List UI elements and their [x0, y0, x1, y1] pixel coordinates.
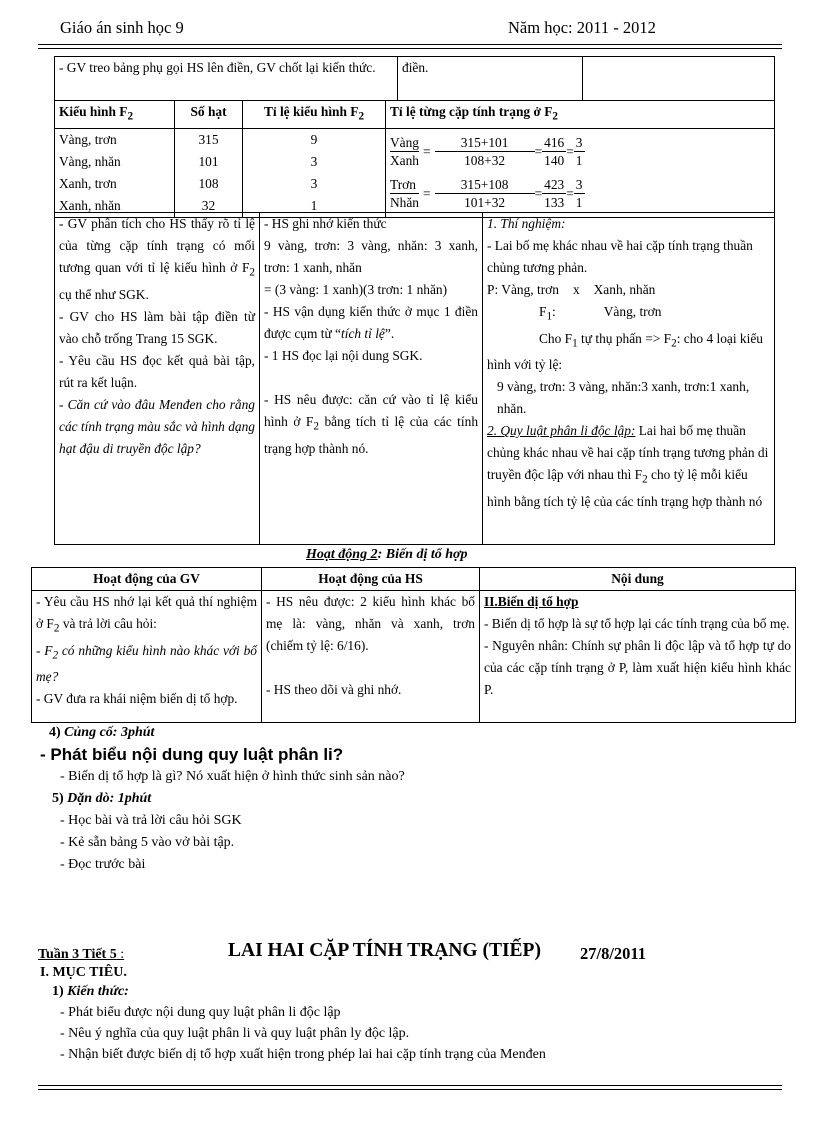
ratio-table-header [55, 101, 775, 129]
table-row: Xanh, trơn [59, 175, 117, 191]
consolidation-question-2: - Biến dị tổ hợp là gì? Nó xuất hiện ở hình thức sinh sản nào? [60, 769, 405, 784]
formula-shape: $\frac{\text{Trơn}}{\text{Nhăn}}$ = $\frac{315+108}{101+32}$ = $\frac{423}{133}$ = $\frac{3}{1}$ [390, 177, 583, 211]
ratio-cells: 9 3 3 1 [243, 128, 386, 217]
homework-heading: 5) Dặn dò: 1phút [52, 791, 152, 806]
activity2-gv: - Yêu cầu HS nhớ lại kết quả thí nghiệm ở $F_2$ và trả lời câu hỏi: - $F_2$ có những kiểu hình nào khác với bố mẹ? - GV đưa ra khái niệm biến dị tổ hợp. [32, 591, 262, 723]
continuation-gv: - GV treo bảng phụ gọi HS lên điền, GV chốt lại kiến thức. [55, 57, 398, 101]
table-row: Xanh, nhăn [59, 197, 121, 213]
lesson-date: 27/8/2011 [580, 944, 647, 963]
footer-rule [38, 1085, 782, 1090]
continuation-row [55, 57, 775, 101]
pair-ratio-formulas [386, 128, 775, 217]
activity2-hs: - HS nêu được: 2 kiểu hình khác bố mẹ là: vàng, nhăn và xanh, trơn (chiếm tỷ lệ: 6/16). - HS theo dõi và ghi nhớ. [262, 591, 480, 723]
header-school-year: Năm học: 2011 - 2012 [508, 18, 656, 37]
lesson-subsection: 1) Kiến thức: [52, 984, 129, 999]
activity1-table [54, 212, 775, 545]
header-rule [38, 44, 782, 49]
list-item: - Kẻ sẵn bảng 5 vào vở bài tập. [60, 835, 235, 850]
table-row: Vàng, trơn [59, 131, 117, 147]
col-seeds: Số hạt [175, 101, 243, 129]
ratio-table-body [55, 128, 775, 217]
activity2-table [31, 567, 796, 723]
activity1-content: 1. Thí nghiệm: - Lai bố mẹ khác nhau về hai cặp tính trạng thuần chủng tương phản. P: Vàng, trơn x Xanh, nhăn $F_1$: Vàng, trơn Cho $F_1$ tự thụ phấn => $F_2$: cho 4 loại kiểu hình với tỷ lệ: 9 vàng, trơn: 3 vàng, nhăn:3 xanh, trơn:1 xanh, nhăn. 2. Quy luật phân li độc lập: Lai hai bố mẹ thuần chủng khác nhau về hai cặp tính trạng tương phản di truyền độc lập với nhau thì $F_2$ cho tỷ lệ mỗi kiểu hình bằng tích tỷ lệ của các tính trạng hợp thành nó [483, 213, 775, 545]
seed-cells: 315 101 108 32 [175, 128, 243, 217]
lesson-section: I. MỤC TIÊU. [40, 965, 127, 980]
activity2-title: Hoạt động 2: Biến dị tổ hợp [306, 547, 468, 562]
list-item: - Đọc trước bài [60, 857, 146, 872]
col-phenotype: Kiểu hình $F_2$ [55, 101, 175, 129]
header-subject: Giáo án sinh học 9 [60, 18, 184, 37]
lesson-week: Tuần 3 Tiết 5 : [38, 947, 125, 962]
consolidation-heading: 4) Củng cố: 3phút [49, 725, 155, 740]
continuation-hs: điền. [398, 57, 583, 101]
lesson-title: LAI HAI CẶP TÍNH TRẠNG (TIẾP) [228, 940, 541, 961]
activity2-content: II.Biến dị tổ hợp - Biến dị tổ hợp là sự tổ hợp lại các tính trạng của bố mẹ. - Nguyên nhân: Chính sự phân li độc lập và tổ hợp tự do của các cặp tính trạng ở P, làm xuất hiện kiểu hình khác P. [480, 591, 796, 723]
activity1-gv: - GV phân tích cho HS thấy rõ tỉ lệ của từng cặp tính trạng có mối tương quan với tỉ lệ kiểu hình ở $F_2$ cụ thể như SGK. - GV cho HS làm bài tập điền từ vào chỗ trống Trang 15 SGK. - Yêu cầu HS đọc kết quả bài tập, rút ra kết luận. - Căn cứ vào đâu Menđen cho rằng các tính trạng màu sắc và hình dạng hạt đậu di truyền độc lập? [55, 213, 260, 545]
ratio-table [54, 56, 775, 218]
list-item: - Nêu ý nghĩa của quy luật phân li và quy luật phân ly độc lập. [60, 1026, 410, 1041]
phenotype-cells [55, 128, 175, 217]
continuation-nd [583, 57, 775, 101]
list-item: - Nhận biết được biến dị tổ hợp xuất hiện trong phép lai hai cặp tính trạng của Menđen [60, 1047, 546, 1062]
col-ratio: Tỉ lệ kiểu hình $F_2$ [243, 101, 386, 129]
table-row: Vàng, nhăn [59, 153, 121, 169]
list-item: - Học bài và trả lời câu hỏi SGK [60, 813, 242, 828]
list-item: - Phát biểu được nội dung quy luật phân li độc lập [60, 1005, 341, 1020]
activity2-header: Hoạt động của GV Hoạt động của HS Nội dung [32, 568, 796, 591]
activity1-hs: - HS ghi nhớ kiến thức 9 vàng, trơn: 3 vàng, nhăn: 3 xanh, trơn: 1 xanh, nhăn = (3 vàng: 1 xanh)(3 trơn: 1 nhăn) - HS vận dụng kiến thức ở mục 1 điền được cụm từ “tích tỉ lệ”. - 1 HS đọc lại nội dung SGK. - HS nêu được: căn cứ vào tỉ lệ kiểu hình ở $F_2$ bằng tích tỉ lệ của các tính trạng hợp thành nó. [260, 213, 483, 545]
formula-color: $\frac{\text{Vàng}}{\text{Xanh}}$ = $\frac{315+101}{108+32}$ = $\frac{416}{140}$ = $\frac{3}{1}$ [390, 135, 583, 169]
consolidation-question-1: - Phát biểu nội dung quy luật phân li? [40, 745, 344, 764]
col-pair-ratio: Tỉ lệ từng cặp tính trạng ở $F_2$ [386, 101, 775, 129]
